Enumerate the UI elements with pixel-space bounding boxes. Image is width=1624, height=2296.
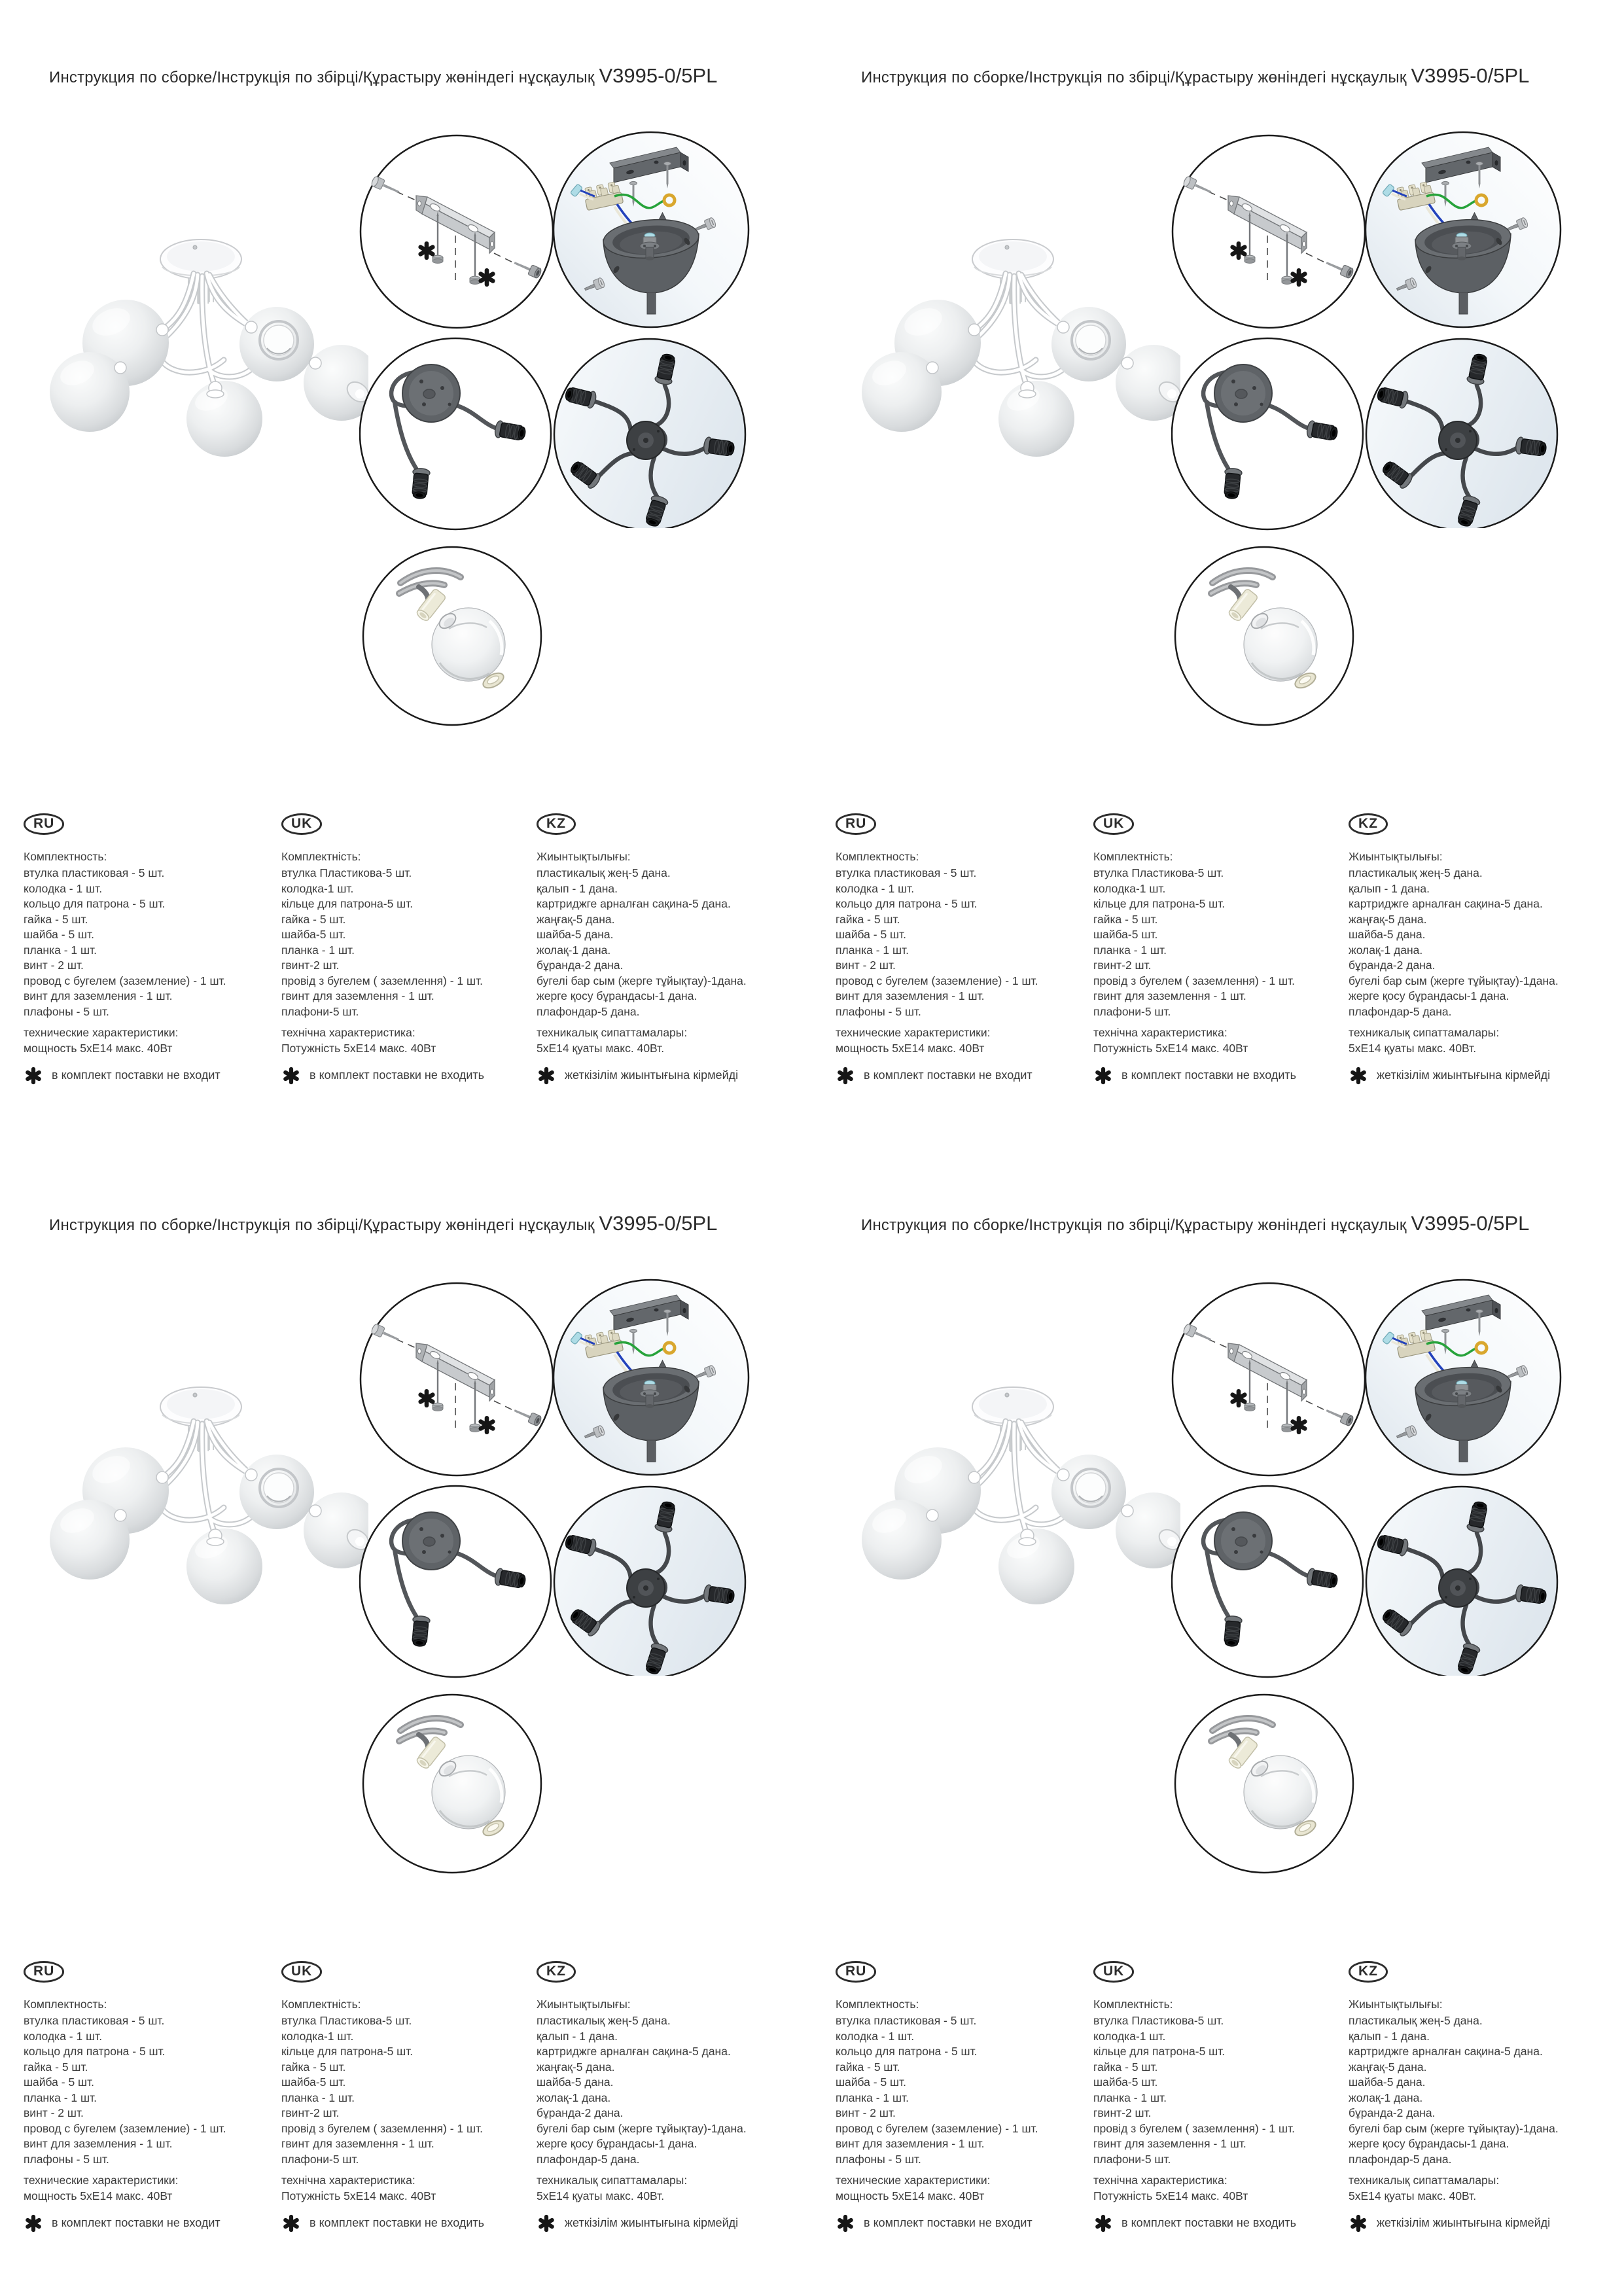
parts-heading: Жиынтықтылығы: — [537, 849, 631, 863]
footnote-uk — [281, 2214, 535, 2233]
title-text: Инструкция по сборке/Інструкція по збірці/Құрастыру жөніндегі нұсқаулық — [49, 1216, 595, 1234]
footnote-kz — [1349, 2214, 1602, 2233]
tech-heading: технічна характеристика: — [1093, 1026, 1227, 1039]
parts-item: провод с бугелем (заземление) - 1 шт. — [24, 2121, 226, 2135]
parts-item: колодка-1 шт. — [281, 2029, 354, 2043]
title-text: Инструкция по сборке/Інструкція по збірці/Құрастыру жөніндегі нұсқаулық — [49, 69, 595, 86]
parts-item: кольцо для патрона - 5 шт. — [836, 2045, 978, 2058]
parts-item: плафони-5 шт. — [281, 2152, 359, 2166]
section-ru — [836, 813, 1089, 1086]
parts-item: провод с бугелем (заземление) - 1 шт. — [836, 974, 1038, 987]
parts-item: жолақ-1 дана. — [537, 2091, 611, 2104]
parts-list-kz — [1349, 1997, 1602, 2168]
parts-item: кільце для патрона-5 шт. — [281, 897, 414, 910]
note-text: жеткізілім жиынтығына кірмейді — [565, 2216, 739, 2230]
parts-item: провод с бугелем (заземление) - 1 шт. — [836, 2121, 1038, 2135]
asterisk-icon — [836, 2214, 855, 2233]
glass-shade-icon — [432, 1756, 505, 1829]
parts-item: шайба-5 шт. — [281, 928, 346, 941]
parts-heading: Жиынтықтылығы: — [537, 1997, 631, 2011]
page-title — [49, 64, 717, 88]
parts-item: қалып - 1 дана. — [1349, 2029, 1430, 2043]
footnote-kz — [537, 1066, 790, 1086]
tech-value: 5хЕ14 қуаты макс. 40Вт. — [1349, 2189, 1477, 2202]
parts-item: плафондар-5 дана. — [537, 1004, 640, 1018]
tech-specs-uk — [281, 2173, 535, 2204]
base-plate-icon — [402, 1512, 460, 1570]
lang-badge-uk: UK — [281, 813, 322, 835]
parts-item: плафоны - 5 шт. — [836, 1004, 921, 1018]
tech-heading: техникалық сипаттамалары: — [537, 2174, 688, 2187]
parts-item: планка - 1 шт. — [1093, 943, 1167, 957]
instruction-page — [812, 0, 1624, 1148]
base-plate-icon — [402, 364, 460, 422]
parts-item: жерге қосу бұрандасы-1 дана. — [1349, 989, 1509, 1002]
mounting-bracket-diagram — [1171, 1280, 1369, 1479]
lang-badge-kz: KZ — [1349, 1961, 1388, 1983]
parts-item: бугелі бар сым (жерге тұйықтау)-1дана. — [1349, 2121, 1559, 2135]
parts-heading: Комплектность: — [836, 1997, 919, 2011]
parts-item: жолақ-1 дана. — [1349, 2091, 1423, 2104]
tech-specs-uk — [1093, 2173, 1347, 2204]
lang-badge-uk: UK — [1093, 1961, 1134, 1983]
note-text: жеткізілім жиынтығына кірмейді — [1377, 1069, 1551, 1082]
tech-value: Потужність 5хЕ14 макс. 40Вт — [281, 1041, 436, 1055]
tech-heading: технические характеристики: — [836, 2174, 991, 2187]
parts-item: бұранда-2 дана. — [1349, 2106, 1436, 2119]
parts-item: картриджге арналған сақина-5 дана. — [1349, 2045, 1543, 2058]
tech-heading: технические характеристики: — [24, 2174, 179, 2187]
title-text: Инструкция по сборке/Інструкція по збірці/Құрастыру жөніндегі нұсқаулық — [861, 1216, 1407, 1234]
note-text: в комплект поставки не входит — [864, 1069, 1033, 1082]
parts-item: колодка - 1 шт. — [24, 2029, 103, 2043]
tech-heading: техникалық сипаттамалары: — [1349, 1026, 1500, 1039]
parts-item: колодка-1 шт. — [1093, 881, 1166, 895]
chandelier-illustration — [850, 1378, 1180, 1610]
parts-item: плафоны - 5 шт. — [836, 2152, 921, 2166]
asterisk-icon — [537, 2214, 556, 2233]
section-uk — [281, 1961, 535, 2233]
note-text: в комплект поставки не входить — [309, 2216, 485, 2230]
arms-sockets-diagram — [552, 1481, 747, 1676]
parts-item: плафони-5 шт. — [281, 1004, 359, 1018]
section-uk — [1093, 813, 1347, 1086]
parts-item: плафондар-5 дана. — [537, 2152, 640, 2166]
parts-item: втулка Пластикова-5 шт. — [1093, 866, 1224, 879]
tech-heading: технічна характеристика: — [1093, 2174, 1227, 2187]
lang-badge-ru: RU — [24, 1961, 64, 1983]
section-ru — [836, 1961, 1089, 2233]
parts-item: қалып - 1 дана. — [537, 881, 618, 895]
note-text: в комплект поставки не входить — [1121, 2216, 1297, 2230]
lang-badge-ru: RU — [836, 1961, 876, 1983]
parts-item: жаңғақ-5 дана. — [1349, 912, 1427, 926]
parts-item: шайба-5 дана. — [537, 2075, 614, 2089]
parts-item: жаңғақ-5 дана. — [537, 912, 615, 926]
tech-value: Потужність 5хЕ14 макс. 40Вт — [1093, 2189, 1248, 2202]
parts-item: плафоны - 5 шт. — [24, 2152, 109, 2166]
parts-item: гайка - 5 шт. — [1093, 912, 1158, 926]
parts-heading: Комплектність: — [1093, 1997, 1173, 2011]
section-ru — [24, 1961, 277, 2233]
parts-item: плафони-5 шт. — [1093, 2152, 1171, 2166]
parts-item: гвинт для заземлення - 1 шт. — [281, 2137, 434, 2150]
footnote-kz — [1349, 1066, 1602, 1086]
note-text: в комплект поставки не входит — [52, 1069, 221, 1082]
mounting-bracket-diagram — [359, 1280, 557, 1479]
parts-item: винт для заземления - 1 шт. — [24, 989, 173, 1002]
parts-item: бұранда-2 дана. — [537, 2106, 624, 2119]
page-title — [49, 1212, 717, 1235]
asterisk-icon — [537, 1066, 556, 1086]
tech-value: 5хЕ14 қуаты макс. 40Вт. — [537, 2189, 665, 2202]
parts-item: гвинт-2 шт. — [281, 2106, 340, 2119]
parts-item: провод с бугелем (заземление) - 1 шт. — [24, 974, 226, 987]
parts-item: гайка - 5 шт. — [836, 912, 900, 926]
parts-item: гайка - 5 шт. — [24, 912, 88, 926]
parts-item: втулка Пластикова-5 шт. — [1093, 2014, 1224, 2027]
parts-heading: Комплектність: — [281, 1997, 361, 2011]
parts-item: гайка - 5 шт. — [1093, 2060, 1158, 2074]
asterisk-icon — [281, 1066, 301, 1086]
parts-item: винт для заземления - 1 шт. — [836, 989, 985, 1002]
parts-heading: Комплектність: — [281, 849, 361, 863]
parts-list-ru — [836, 1997, 1089, 2168]
footnote-ru — [836, 2214, 1089, 2233]
parts-item: колодка-1 шт. — [1093, 2029, 1166, 2043]
arms-sockets-diagram — [1364, 1481, 1559, 1676]
lang-badge-uk: UK — [281, 1961, 322, 1983]
arms-sockets-diagram — [1364, 333, 1559, 528]
plate-sockets-diagram — [1171, 335, 1368, 531]
parts-item: шайба-5 шт. — [281, 2075, 346, 2089]
shade-mounting-diagram — [1173, 545, 1355, 727]
canopy-wiring-diagram — [552, 130, 750, 329]
note-text: в комплект поставки не входить — [309, 1069, 485, 1082]
asterisk-icon — [24, 1066, 43, 1086]
footnote-ru — [24, 1066, 277, 1086]
footnote-ru — [24, 2214, 277, 2233]
parts-heading: Комплектність: — [1093, 849, 1173, 863]
plate-sockets-diagram — [359, 1483, 556, 1679]
section-uk — [281, 813, 535, 1086]
parts-list-uk — [281, 1997, 535, 2168]
parts-item: планка - 1 шт. — [836, 943, 909, 957]
parts-item: планка - 1 шт. — [1093, 2091, 1167, 2104]
footnote-uk — [1093, 1066, 1347, 1086]
parts-item: бұранда-2 дана. — [537, 959, 624, 972]
parts-item: гайка - 5 шт. — [836, 2060, 900, 2074]
asterisk-icon — [1093, 1066, 1113, 1086]
section-uk — [1093, 1961, 1347, 2233]
note-text: в комплект поставки не входит — [52, 2216, 221, 2230]
tech-specs-kz — [1349, 2173, 1602, 2204]
tech-heading: технічна характеристика: — [281, 1026, 415, 1039]
parts-item: планка - 1 шт. — [281, 2091, 355, 2104]
base-plate-icon — [1214, 1512, 1272, 1570]
tech-specs-kz — [537, 2173, 790, 2204]
tech-heading: технические характеристики: — [24, 1026, 179, 1039]
parts-item: втулка Пластикова-5 шт. — [281, 866, 412, 879]
parts-item: жерге қосу бұрандасы-1 дана. — [537, 2137, 697, 2150]
parts-item: плафоны - 5 шт. — [24, 1004, 109, 1018]
parts-item: провід з бугелем ( заземлення) - 1 шт. — [1093, 2121, 1296, 2135]
note-text: жеткізілім жиынтығына кірмейді — [1377, 2216, 1551, 2230]
model-number: V3995-0/5PL — [1411, 1212, 1530, 1235]
tech-specs-uk — [1093, 1025, 1347, 1056]
glass-shade-icon — [1244, 608, 1317, 681]
chandelier-illustration — [38, 1378, 368, 1610]
parts-item: шайба - 5 шт. — [836, 2075, 907, 2089]
note-text: в комплект поставки не входить — [1121, 1069, 1297, 1082]
parts-item: бугелі бар сым (жерге тұйықтау)-1дана. — [537, 974, 747, 987]
asterisk-icon — [24, 2214, 43, 2233]
tech-specs-ru — [24, 1025, 277, 1056]
section-kz — [537, 813, 790, 1086]
parts-item: планка - 1 шт. — [281, 943, 355, 957]
parts-heading: Комплектность: — [24, 849, 107, 863]
parts-item: гайка - 5 шт. — [281, 912, 346, 926]
parts-item: қалып - 1 дана. — [537, 2029, 618, 2043]
model-number: V3995-0/5PL — [599, 1212, 718, 1235]
parts-item: провід з бугелем ( заземлення) - 1 шт. — [281, 2121, 484, 2135]
parts-item: шайба - 5 шт. — [836, 928, 907, 941]
parts-item: пластикалық жең-5 дана. — [1349, 2014, 1483, 2027]
parts-item: кільце для патрона-5 шт. — [1093, 897, 1226, 910]
title-text: Инструкция по сборке/Інструкція по збірці/Құрастыру жөніндегі нұсқаулық — [861, 69, 1407, 86]
parts-item: кольцо для патрона - 5 шт. — [836, 897, 978, 910]
hub-disc-icon — [1439, 421, 1477, 459]
parts-item: провід з бугелем ( заземлення) - 1 шт. — [1093, 974, 1296, 987]
parts-item: втулка Пластикова-5 шт. — [281, 2014, 412, 2027]
lang-badge-uk: UK — [1093, 813, 1134, 835]
parts-item: гайка - 5 шт. — [281, 2060, 346, 2074]
tech-value: мощность 5хЕ14 макс. 40Вт — [836, 1041, 985, 1055]
parts-heading: Комплектность: — [24, 1997, 107, 2011]
parts-item: втулка пластиковая - 5 шт. — [24, 2014, 165, 2027]
parts-item: кольцо для патрона - 5 шт. — [24, 2045, 166, 2058]
parts-item: гвинт-2 шт. — [281, 959, 340, 972]
shade-mounting-diagram — [361, 545, 543, 727]
parts-item: плафондар-5 дана. — [1349, 2152, 1452, 2166]
asterisk-icon — [281, 2214, 301, 2233]
plate-sockets-diagram — [1171, 1483, 1368, 1679]
parts-list-uk — [281, 849, 535, 1020]
parts-item: гвинт для заземлення - 1 шт. — [1093, 2137, 1246, 2150]
glass-shade-icon — [1244, 1756, 1317, 1829]
footnote-kz — [537, 2214, 790, 2233]
parts-item: пластикалық жең-5 дана. — [537, 866, 671, 879]
shade-mounting-diagram — [1173, 1693, 1355, 1875]
parts-item: втулка пластиковая - 5 шт. — [836, 2014, 977, 2027]
model-number: V3995-0/5PL — [1411, 64, 1530, 87]
section-ru — [24, 813, 277, 1086]
parts-item: шайба-5 дана. — [1349, 2075, 1426, 2089]
lang-badge-kz: KZ — [537, 813, 576, 835]
parts-list-kz — [537, 849, 790, 1020]
tech-specs-ru — [836, 2173, 1089, 2204]
parts-list-ru — [24, 1997, 277, 2168]
parts-item: провід з бугелем ( заземлення) - 1 шт. — [281, 974, 484, 987]
canopy-wiring-diagram — [552, 1278, 750, 1477]
parts-item: винт - 2 шт. — [836, 959, 896, 972]
tech-heading: технічна характеристика: — [281, 2174, 415, 2187]
parts-item: пластикалық жең-5 дана. — [1349, 866, 1483, 879]
tech-specs-kz — [1349, 1025, 1602, 1056]
parts-item: шайба - 5 шт. — [24, 928, 95, 941]
parts-item: бұранда-2 дана. — [1349, 959, 1436, 972]
mounting-bracket-diagram — [359, 133, 557, 332]
parts-item: картриджге арналған сақина-5 дана. — [537, 2045, 731, 2058]
parts-item: гвинт для заземлення - 1 шт. — [281, 989, 434, 1002]
asterisk-icon — [1349, 2214, 1368, 2233]
parts-item: жаңғақ-5 дана. — [1349, 2060, 1427, 2074]
base-plate-icon — [1214, 364, 1272, 422]
tech-heading: техникалық сипаттамалары: — [537, 1026, 688, 1039]
parts-item: жолақ-1 дана. — [1349, 943, 1423, 957]
parts-item: колодка - 1 шт. — [836, 2029, 915, 2043]
instruction-page — [0, 1148, 812, 2295]
parts-item: қалып - 1 дана. — [1349, 881, 1430, 895]
page-title — [861, 1212, 1529, 1235]
lang-badge-kz: KZ — [1349, 813, 1388, 835]
section-kz — [537, 1961, 790, 2233]
mounting-bracket-diagram — [1171, 133, 1369, 332]
parts-item: кільце для патрона-5 шт. — [281, 2045, 414, 2058]
note-text: в комплект поставки не входит — [864, 2216, 1033, 2230]
parts-item: бугелі бар сым (жерге тұйықтау)-1дана. — [537, 2121, 747, 2135]
parts-list-ru — [24, 849, 277, 1020]
parts-item: втулка пластиковая - 5 шт. — [836, 866, 977, 879]
parts-item: колодка-1 шт. — [281, 881, 354, 895]
asterisk-icon — [1349, 1066, 1368, 1086]
parts-item: жаңғақ-5 дана. — [537, 2060, 615, 2074]
footnote-uk — [281, 1066, 535, 1086]
parts-heading: Жиынтықтылығы: — [1349, 849, 1443, 863]
hub-disc-icon — [1439, 1569, 1477, 1607]
section-kz — [1349, 1961, 1602, 2233]
parts-item: плафондар-5 дана. — [1349, 1004, 1452, 1018]
parts-heading: Жиынтықтылығы: — [1349, 1997, 1443, 2011]
parts-item: шайба-5 дана. — [537, 928, 614, 941]
parts-item: винт - 2 шт. — [836, 2106, 896, 2119]
parts-item: винт - 2 шт. — [24, 959, 84, 972]
tech-value: мощность 5хЕ14 макс. 40Вт — [836, 2189, 985, 2202]
parts-item: гайка - 5 шт. — [24, 2060, 88, 2074]
glass-shade-icon — [432, 608, 505, 681]
parts-item: винт для заземления - 1 шт. — [836, 2137, 985, 2150]
model-number: V3995-0/5PL — [599, 64, 718, 87]
parts-item: картриджге арналған сақина-5 дана. — [1349, 897, 1543, 910]
arms-sockets-diagram — [552, 333, 747, 528]
parts-item: жолақ-1 дана. — [537, 943, 611, 957]
canopy-wiring-diagram — [1364, 1278, 1562, 1477]
tech-value: 5хЕ14 қуаты макс. 40Вт. — [1349, 1041, 1477, 1055]
tech-specs-uk — [281, 1025, 535, 1056]
parts-item: картриджге арналған сақина-5 дана. — [537, 897, 731, 910]
tech-heading: технические характеристики: — [836, 1026, 991, 1039]
parts-item: втулка пластиковая - 5 шт. — [24, 866, 165, 879]
parts-item: пластикалық жең-5 дана. — [537, 2014, 671, 2027]
parts-list-uk — [1093, 1997, 1347, 2168]
parts-item: кільце для патрона-5 шт. — [1093, 2045, 1226, 2058]
footnote-ru — [836, 1066, 1089, 1086]
tech-heading: техникалық сипаттамалары: — [1349, 2174, 1500, 2187]
note-text: жеткізілім жиынтығына кірмейді — [565, 1069, 739, 1082]
parts-item: плафони-5 шт. — [1093, 1004, 1171, 1018]
parts-item: бугелі бар сым (жерге тұйықтау)-1дана. — [1349, 974, 1559, 987]
parts-item: гвинт для заземлення - 1 шт. — [1093, 989, 1246, 1002]
plate-sockets-diagram — [359, 335, 556, 531]
hub-disc-icon — [627, 421, 665, 459]
chandelier-illustration — [38, 230, 368, 463]
parts-item: шайба - 5 шт. — [24, 2075, 95, 2089]
tech-value: мощность 5хЕ14 макс. 40Вт — [24, 1041, 173, 1055]
tech-value: Потужність 5хЕ14 макс. 40Вт — [1093, 1041, 1248, 1055]
lang-badge-ru: RU — [836, 813, 876, 835]
parts-item: винт - 2 шт. — [24, 2106, 84, 2119]
parts-item: шайба-5 шт. — [1093, 2075, 1158, 2089]
lang-badge-kz: KZ — [537, 1961, 576, 1983]
page-title — [861, 64, 1529, 88]
chandelier-illustration — [850, 230, 1180, 463]
tech-specs-kz — [537, 1025, 790, 1056]
parts-item: кольцо для патрона - 5 шт. — [24, 897, 166, 910]
parts-item: гвинт-2 шт. — [1093, 959, 1152, 972]
parts-list-uk — [1093, 849, 1347, 1020]
parts-item: планка - 1 шт. — [24, 2091, 97, 2104]
parts-item: планка - 1 шт. — [24, 943, 97, 957]
parts-item: жерге қосу бұрандасы-1 дана. — [1349, 2137, 1509, 2150]
shade-mounting-diagram — [361, 1693, 543, 1875]
tech-specs-ru — [836, 1025, 1089, 1056]
parts-item: шайба-5 дана. — [1349, 928, 1426, 941]
instruction-page — [0, 0, 812, 1148]
footnote-uk — [1093, 2214, 1347, 2233]
tech-value: мощность 5хЕ14 макс. 40Вт — [24, 2189, 173, 2202]
parts-list-kz — [1349, 849, 1602, 1020]
tech-value: Потужність 5хЕ14 макс. 40Вт — [281, 2189, 436, 2202]
asterisk-icon — [836, 1066, 855, 1086]
instruction-page — [812, 1148, 1624, 2295]
parts-item: колодка - 1 шт. — [836, 881, 915, 895]
parts-item: планка - 1 шт. — [836, 2091, 909, 2104]
parts-list-ru — [836, 849, 1089, 1020]
asterisk-icon — [1093, 2214, 1113, 2233]
tech-value: 5хЕ14 қуаты макс. 40Вт. — [537, 1041, 665, 1055]
parts-item: колодка - 1 шт. — [24, 881, 103, 895]
tech-specs-ru — [24, 2173, 277, 2204]
parts-item: винт для заземления - 1 шт. — [24, 2137, 173, 2150]
parts-item: шайба-5 шт. — [1093, 928, 1158, 941]
parts-heading: Комплектность: — [836, 849, 919, 863]
hub-disc-icon — [627, 1569, 665, 1607]
parts-list-kz — [537, 1997, 790, 2168]
parts-item: жерге қосу бұрандасы-1 дана. — [537, 989, 697, 1002]
canopy-wiring-diagram — [1364, 130, 1562, 329]
parts-item: гвинт-2 шт. — [1093, 2106, 1152, 2119]
section-kz — [1349, 813, 1602, 1086]
lang-badge-ru: RU — [24, 813, 64, 835]
